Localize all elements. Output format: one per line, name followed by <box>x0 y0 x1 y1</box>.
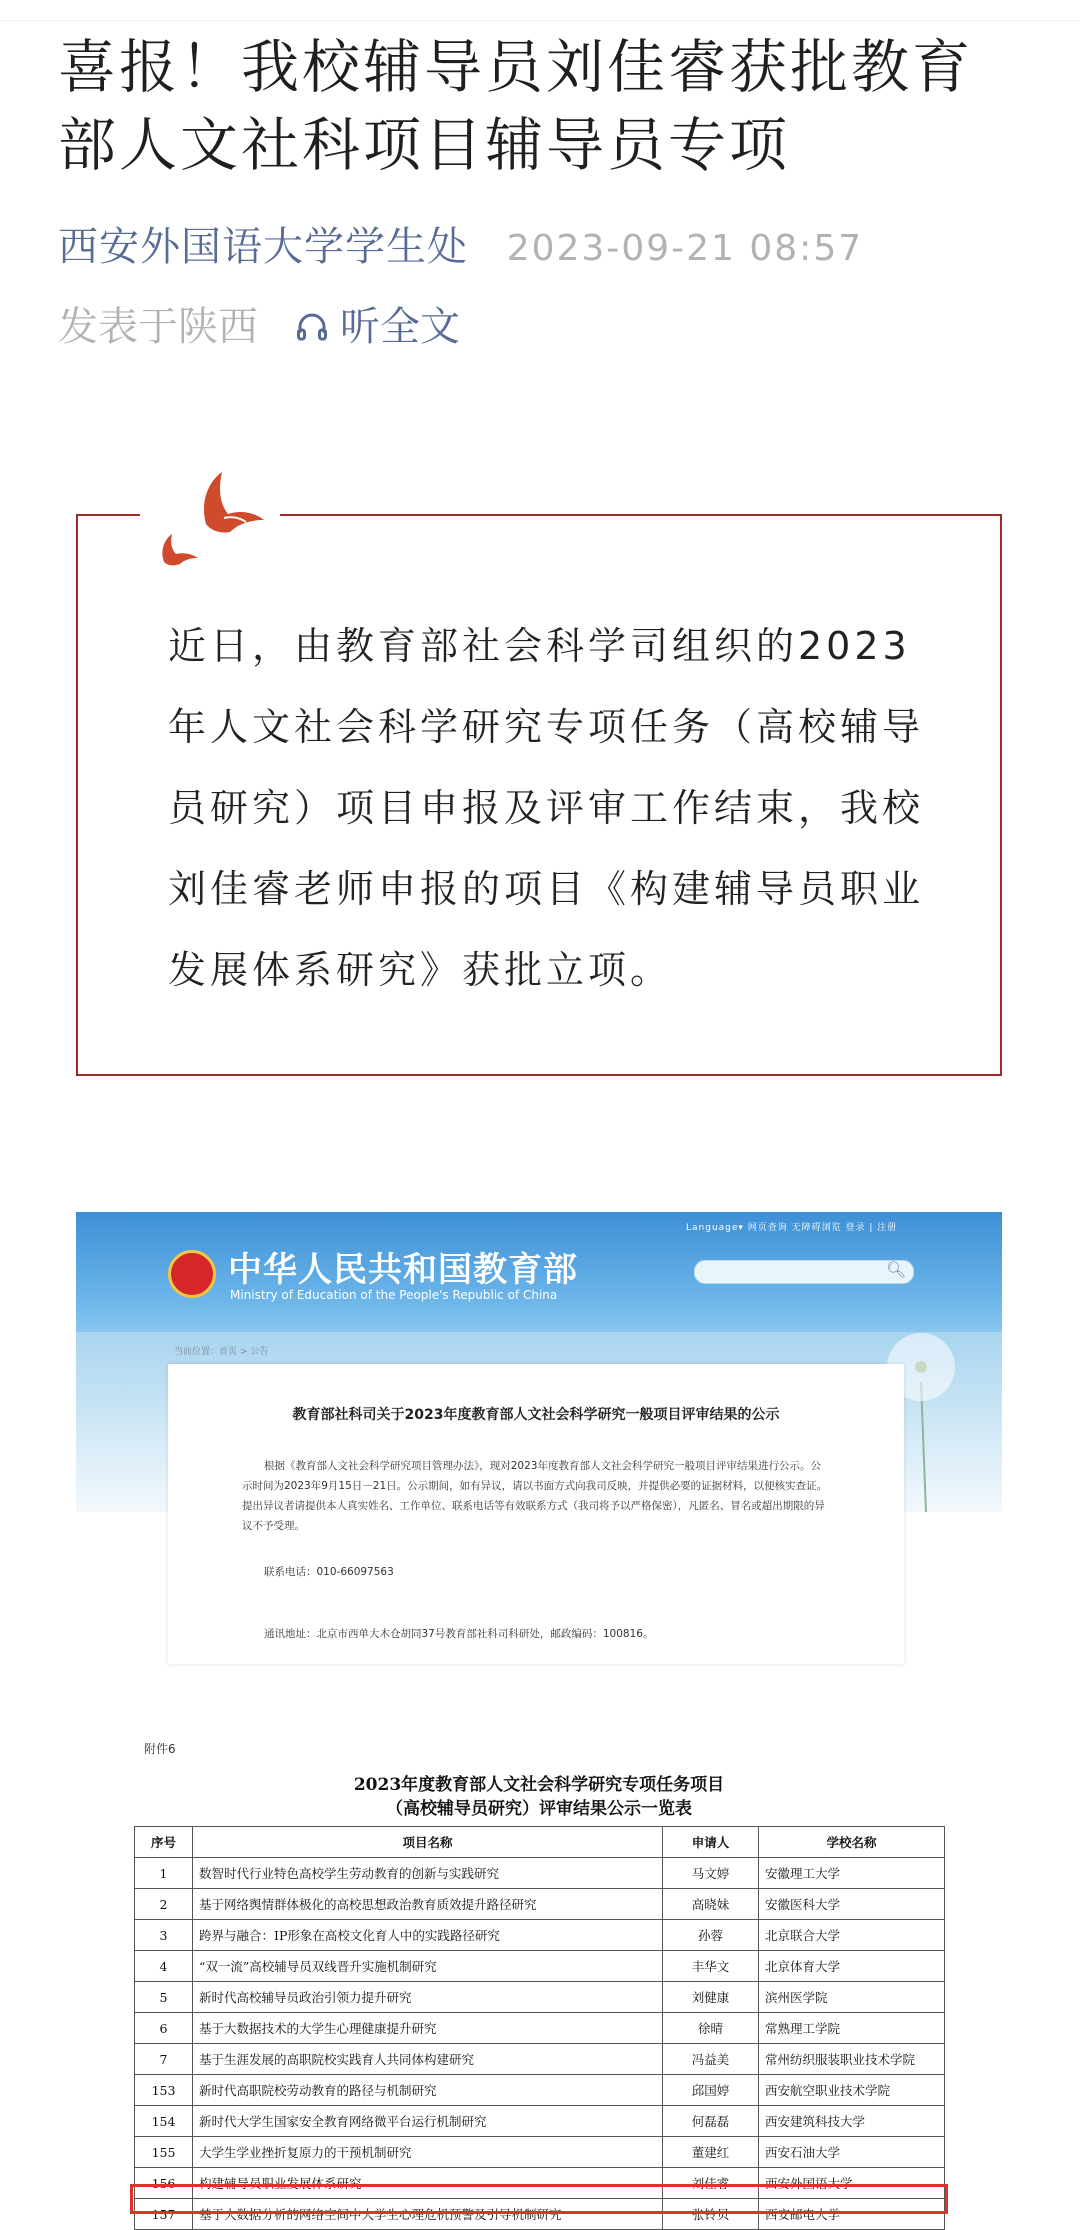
moe-top-links: Language▾ 网页查询 无障碍浏览 登录 | 注册 <box>686 1223 898 1233</box>
cell-applicant: 高晓妹 <box>663 1889 759 1920</box>
cell-no: 156 <box>135 2168 193 2199</box>
table-row <box>135 2075 945 2106</box>
top-divider <box>0 0 1080 21</box>
cell-project: 构建辅导员职业发展体系研究 <box>193 2168 663 2199</box>
table-row <box>135 1858 945 1889</box>
cell-applicant: 董建红 <box>663 2137 759 2168</box>
table-row <box>135 1889 945 1920</box>
cell-applicant: 孙蓉 <box>663 1920 759 1951</box>
listen-button[interactable] <box>294 302 460 352</box>
cell-project: 数智时代行业特色高校学生劳动教育的创新与实践研究 <box>193 1858 663 1889</box>
listen-label: 听全文 <box>340 304 460 350</box>
notice-phone: 联系电话：010-66097563 <box>264 1566 394 1578</box>
table-row <box>135 1982 945 2013</box>
cell-applicant: 张铃贝 <box>663 2199 759 2230</box>
table-row <box>135 2106 945 2137</box>
cell-school: 西安邮电大学 <box>759 2199 945 2230</box>
cell-school: 常熟理工学院 <box>759 2013 945 2044</box>
cell-project: 新时代高职院校劳动教育的路径与机制研究 <box>193 2075 663 2106</box>
table-row <box>135 2137 945 2168</box>
cell-applicant: 马文婷 <box>663 1858 759 1889</box>
quote-text: 近日，由教育部社会科学司组织的2023年人文社会科学研究专项任务（高校辅导员研究）项目申报及评审工作结束，我校刘佳睿老师申报的项目《构建辅导员职业发展体系研究》获批立项。 <box>168 624 925 992</box>
cell-school: 西安外国语大学 <box>759 2168 945 2199</box>
header-no: 序号 <box>135 1827 193 1858</box>
publish-time: 2023-09-21 08:57 <box>506 228 864 269</box>
moe-breadcrumb: 当前位置：首页 > 公告 <box>174 1347 269 1357</box>
cell-applicant: 刘佳睿 <box>663 2168 759 2199</box>
cell-school: 西安航空职业技术学院 <box>759 2075 945 2106</box>
cell-project: 大学生学业挫折复原力的干预机制研究 <box>193 2137 663 2168</box>
annex-label: 附件6 <box>144 1742 176 1756</box>
red-birds-icon <box>140 462 280 582</box>
headphones-icon <box>294 309 330 345</box>
cell-applicant: 刘健康 <box>663 1982 759 2013</box>
article-meta-secondary <box>58 302 460 352</box>
results-table <box>134 1826 945 2230</box>
cell-project: 基于生涯发展的高职院校实践育人共同体构建研究 <box>193 2044 663 2075</box>
article-meta <box>58 222 863 274</box>
cell-no: 5 <box>135 1982 193 2013</box>
cell-applicant: 徐晴 <box>663 2013 759 2044</box>
moe-site-name: 中华人民共和国教育部 <box>228 1250 578 1290</box>
table-row <box>135 2044 945 2075</box>
notice-paragraph: 根据《教育部人文社会科学研究项目管理办法》，现对2023年度教育部人文社会科学研究一般项目评审结果进行公示。公示时间为2023年9月15日－21日。公示期间，如有异议，请以书面方式向我司反映，并提供必要的证据材料，以便核实查证。提出异议者请提供本人真实姓名、工作单位、联系电话等有效联系方式（我司将予以严格保密），凡匿名、冒名或超出期限的异议不予受理。 <box>242 1460 828 1532</box>
cell-applicant: 何磊磊 <box>663 2106 759 2137</box>
cell-no: 6 <box>135 2013 193 2044</box>
cell-no: 154 <box>135 2106 193 2137</box>
cell-no: 4 <box>135 1951 193 1982</box>
cell-project: “双一流”高校辅导员双线晋升实施机制研究 <box>193 1951 663 1982</box>
cell-project: 新时代大学生国家安全教育网络微平台运行机制研究 <box>193 2106 663 2137</box>
account-name-link[interactable]: 西安外国语大学学生处 <box>58 224 468 270</box>
search-icon: 🔍︎ <box>886 1260 907 1279</box>
table-title-line2: （高校辅导员研究）评审结果公示一览表 <box>386 1799 692 1819</box>
table-row <box>135 1920 945 1951</box>
cell-no: 1 <box>135 1858 193 1889</box>
header-applicant: 申请人 <box>663 1827 759 1858</box>
table-header-row <box>135 1827 945 1858</box>
header-school: 学校名称 <box>759 1827 945 1858</box>
cell-no: 157 <box>135 2199 193 2230</box>
publish-location: 发表于陕西 <box>58 304 258 350</box>
notice-title: 教育部社科司关于2023年度教育部人文社会科学研究一般项目评审结果的公示 <box>292 1407 780 1423</box>
cell-school: 安徽医科大学 <box>759 1889 945 1920</box>
notice-card <box>168 1364 904 1664</box>
cell-school: 滨州医学院 <box>759 1982 945 2013</box>
moe-search-box <box>694 1260 914 1284</box>
cell-no: 2 <box>135 1889 193 1920</box>
cell-no: 155 <box>135 2137 193 2168</box>
table-title-line1: 2023年度教育部人文社会科学研究专项任务项目 <box>353 1775 725 1795</box>
cell-school: 北京联合大学 <box>759 1920 945 1951</box>
cell-project: 新时代高校辅导员政治引领力提升研究 <box>193 1982 663 2013</box>
cell-project: 跨界与融合：IP形象在高校文化育人中的实践路径研究 <box>193 1920 663 1951</box>
cell-applicant: 丰华文 <box>663 1951 759 1982</box>
quote-frame <box>76 514 1002 1076</box>
cell-school: 西安建筑科技大学 <box>759 2106 945 2137</box>
cell-no: 3 <box>135 1920 193 1951</box>
cell-applicant: 邱国婷 <box>663 2075 759 2106</box>
cell-applicant: 冯益美 <box>663 2044 759 2075</box>
highlight-box <box>130 2184 948 2214</box>
cell-project: 基于大数据分析的网络空间中大学生心理危机预警及引导机制研究 <box>193 2199 663 2230</box>
notice-address: 通讯地址：北京市西单大木仓胡同37号教育部社科司科研处，邮政编码：100816。 <box>264 1628 654 1640</box>
moe-notice-screenshot <box>76 1212 1002 1658</box>
table-row <box>135 1951 945 1982</box>
article-title: 喜报！我校辅导员刘佳睿获批教育部人文社科项目辅导员专项 <box>58 33 974 179</box>
national-emblem-icon <box>168 1250 216 1298</box>
moe-site-name-en: Ministry of Education of the People's Republic of China <box>230 1288 558 1302</box>
cell-school: 西安石油大学 <box>759 2137 945 2168</box>
cell-school: 北京体育大学 <box>759 1951 945 1982</box>
cell-school: 常州纺织服装职业技术学院 <box>759 2044 945 2075</box>
table-row <box>135 2013 945 2044</box>
cell-no: 7 <box>135 2044 193 2075</box>
cell-school: 安徽理工大学 <box>759 1858 945 1889</box>
results-table-screenshot <box>76 1682 1002 2222</box>
cell-no: 153 <box>135 2075 193 2106</box>
cell-project: 基于大数据技术的大学生心理健康提升研究 <box>193 2013 663 2044</box>
header-project: 项目名称 <box>193 1827 663 1858</box>
cell-project: 基于网络舆情群体极化的高校思想政治教育质效提升路径研究 <box>193 1889 663 1920</box>
